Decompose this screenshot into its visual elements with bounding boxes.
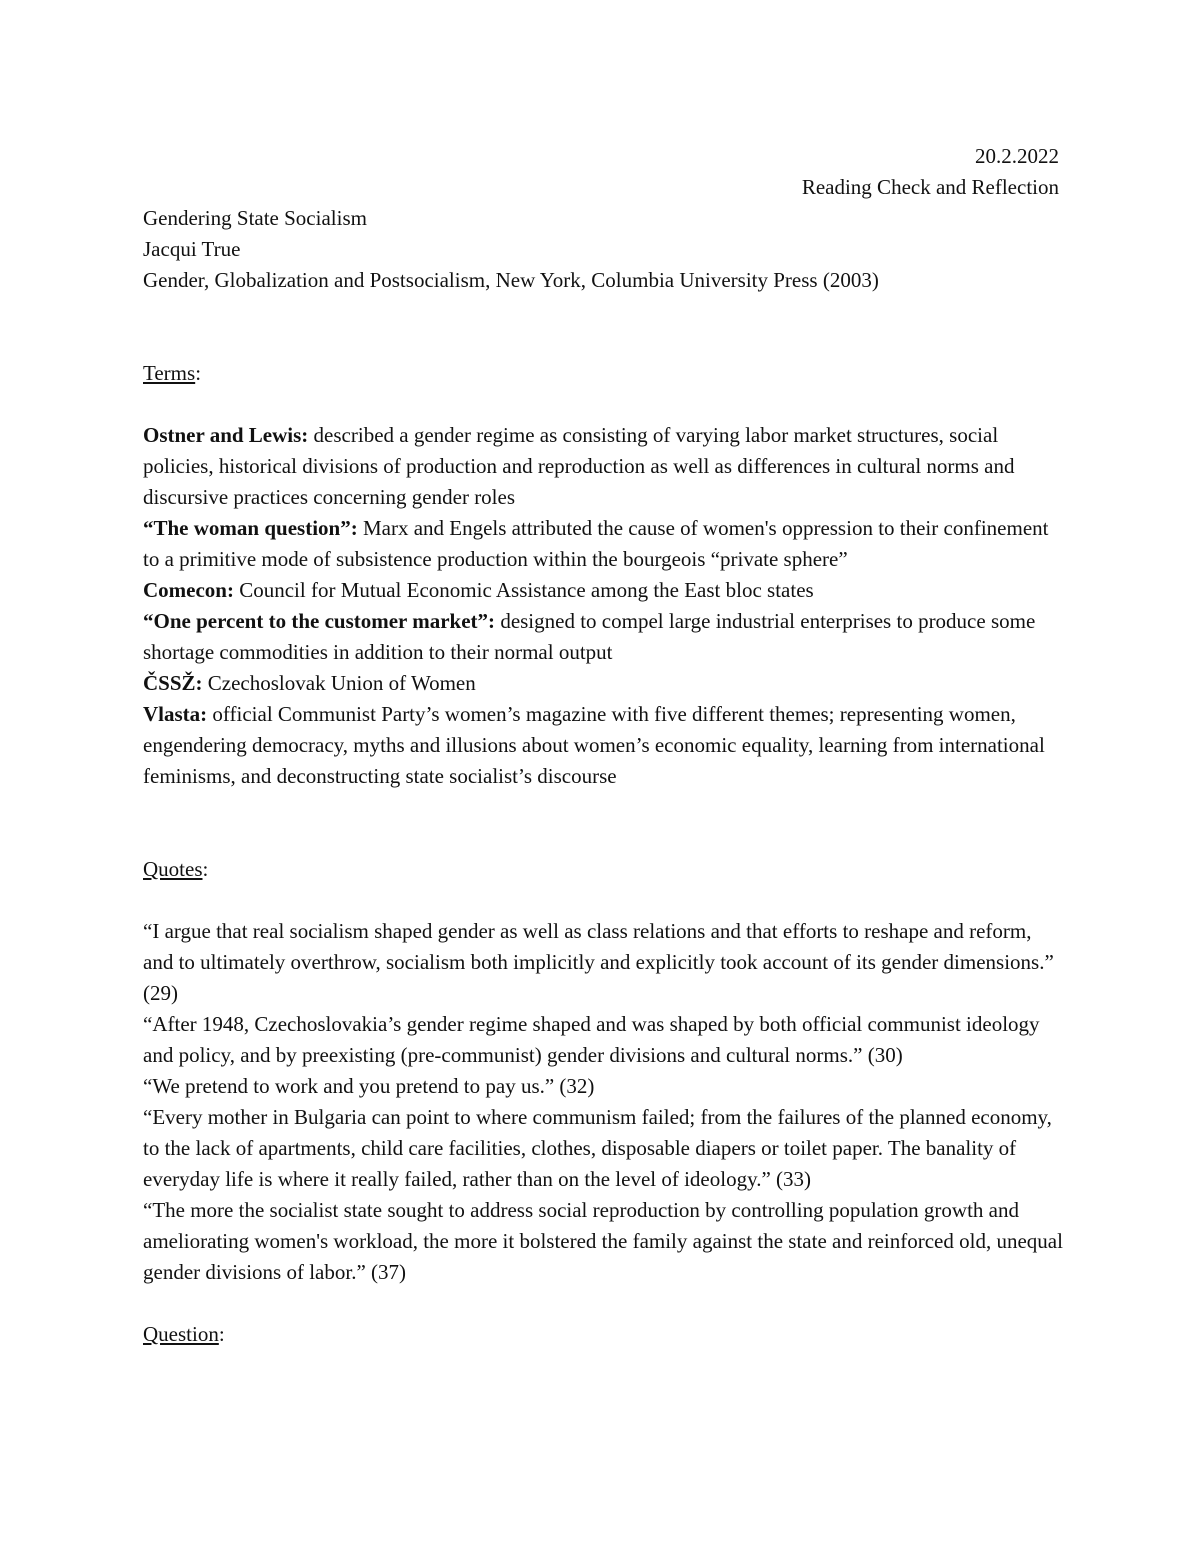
term-name: “One percent to the customer market”: xyxy=(143,609,496,633)
term-definition: described a gender regime as consisting of varying labor market structures, social policies, historical divisions of production and reproduction as well as differences in cultural norms and discursive practices concerning gender roles xyxy=(143,423,1015,509)
spacer xyxy=(143,296,1063,358)
quotes-heading-colon: : xyxy=(202,857,209,881)
term-name: “The woman question”: xyxy=(143,516,358,540)
term-entry xyxy=(143,575,1063,606)
term-name: ČSSŽ: xyxy=(143,671,203,695)
term-entry xyxy=(143,699,1063,792)
source-title: Gendering State Socialism xyxy=(143,206,367,230)
quote: “We pretend to work and you pretend to pay us.” (32) xyxy=(143,1074,595,1098)
term-definition: Council for Mutual Economic Assistance among the East bloc states xyxy=(233,578,814,602)
term-name: Comecon: xyxy=(143,578,234,602)
term-entry xyxy=(143,668,1063,699)
spacer xyxy=(143,1288,1063,1319)
quote: “I argue that real socialism shaped gender as well as class relations and that efforts to reshape and reform, and to ultimately overthrow, socialism both implicitly and explicitly took account of its gender dimensions.” (29) xyxy=(143,919,1054,1005)
quotes-heading-label: Quotes xyxy=(143,857,203,881)
quotes-heading xyxy=(143,854,1063,885)
spacer xyxy=(143,792,1063,854)
term-definition: Czechoslovak Union of Women xyxy=(202,671,476,695)
term-name: Ostner and Lewis: xyxy=(143,423,309,447)
quote: “The more the socialist state sought to address social reproduction by controlling population growth and ameliorating women's workload, the more it bolstered the family against the state and reinforced old, unequal gender divisions of labor.” (37) xyxy=(143,1198,1063,1284)
assignment-title: Reading Check and Reflection xyxy=(801,175,1059,199)
term-name: Vlasta: xyxy=(143,702,208,726)
terms-heading-label: Terms xyxy=(143,361,196,385)
terms-heading-colon: : xyxy=(195,361,202,385)
term-definition: official Communist Party’s women’s magazine with five different themes; representing women, engendering democracy, myths and illusions about women’s economic equality, learning from international feminisms, and deconstructing state socialist’s discourse xyxy=(143,702,1045,788)
quote: “After 1948, Czechoslovakia’s gender regime shaped and was shaped by both official communist ideology and policy, and by preexisting (pre-communist) gender divisions and cultural norms.” (30) xyxy=(143,1012,1040,1067)
question-heading xyxy=(143,1319,1063,1350)
source-publication: Gender, Globalization and Postsocialism, New York, Columbia University Press (2003) xyxy=(143,268,879,292)
source-author: Jacqui True xyxy=(143,237,241,261)
spacer xyxy=(143,389,1063,420)
term-definition: designed to compel large industrial enterprises to produce some shortage commodities in addition to their normal output xyxy=(143,609,1036,664)
spacer xyxy=(143,885,1063,916)
document-body xyxy=(143,141,1063,1350)
quote: “Every mother in Bulgaria can point to where communism failed; from the failures of the planned economy, to the lack of apartments, child care facilities, clothes, disposable diapers or toilet paper. The banality of everyday life is where it really failed, rather than on the level of ideology.” (33) xyxy=(143,1105,1052,1191)
question-heading-colon: : xyxy=(218,1322,225,1346)
terms-heading xyxy=(143,358,1063,389)
term-entry xyxy=(143,420,1063,513)
term-entry xyxy=(143,606,1063,668)
term-definition: Marx and Engels attributed the cause of women's oppression to their confinement to a primitive mode of subsistence production within the bourgeois “private sphere” xyxy=(143,516,1049,571)
question-heading-label: Question xyxy=(143,1322,219,1346)
term-entry xyxy=(143,513,1063,575)
date: 20.2.2022 xyxy=(975,144,1059,168)
